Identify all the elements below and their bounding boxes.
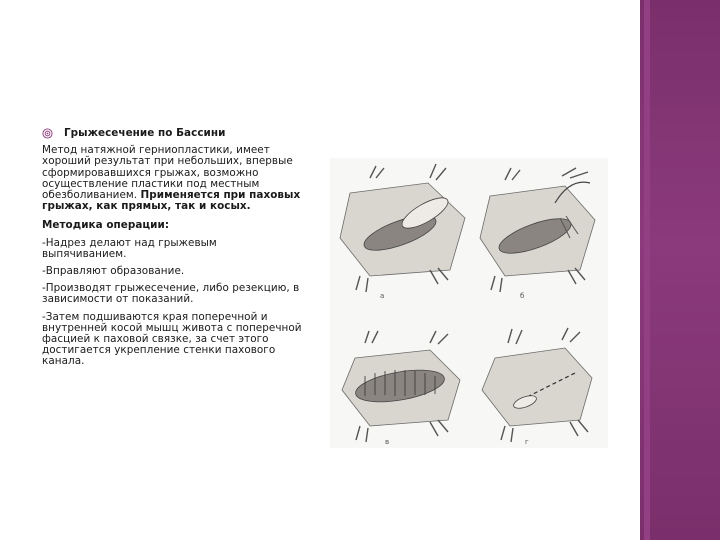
intro-bold-text: Применяется при паховых грыжах, как прямых, так и косых. <box>42 189 301 213</box>
panel-a-illustration <box>340 164 465 300</box>
step-3: -Производят грыжесечение, либо резекцию, в зависимости от показаний. <box>42 282 300 306</box>
accent-band <box>640 0 720 540</box>
panel-label-a: а <box>380 292 385 300</box>
heading-text: Грыжесечение по Бассини <box>64 127 226 139</box>
panel-c-illustration <box>342 331 460 446</box>
text-column <box>42 128 304 374</box>
step-2: -Вправляют образование. <box>42 265 185 278</box>
panel-label-c: в <box>385 438 390 446</box>
step-4: -Затем подшиваются края поперечной и внутренней косой мышц живота с поперечной фасцией к паховой связке, за счет этого достигается укрепление стенки пахового канала. <box>42 310 302 368</box>
accent-band-stripe <box>644 0 650 540</box>
step-1: -Надрез делают над грыжевым выпячиванием. <box>42 236 217 260</box>
panel-b-illustration <box>480 168 595 300</box>
intro-paragraph <box>42 145 304 212</box>
target-bullet-icon <box>42 128 53 139</box>
method-title: Методика операции: <box>42 219 170 232</box>
intro-text: Метод натяжной герниопластики, имеет хороший результат при небольших, впервые сформировавшихся грыжах, возможно осуществление пластики под местным обезболиванием. <box>42 144 293 202</box>
surgery-illustration <box>330 158 608 448</box>
slide-heading <box>42 128 304 139</box>
panel-label-d: г <box>525 438 529 446</box>
panel-label-b: б <box>520 292 525 300</box>
panel-d-illustration <box>482 328 592 446</box>
